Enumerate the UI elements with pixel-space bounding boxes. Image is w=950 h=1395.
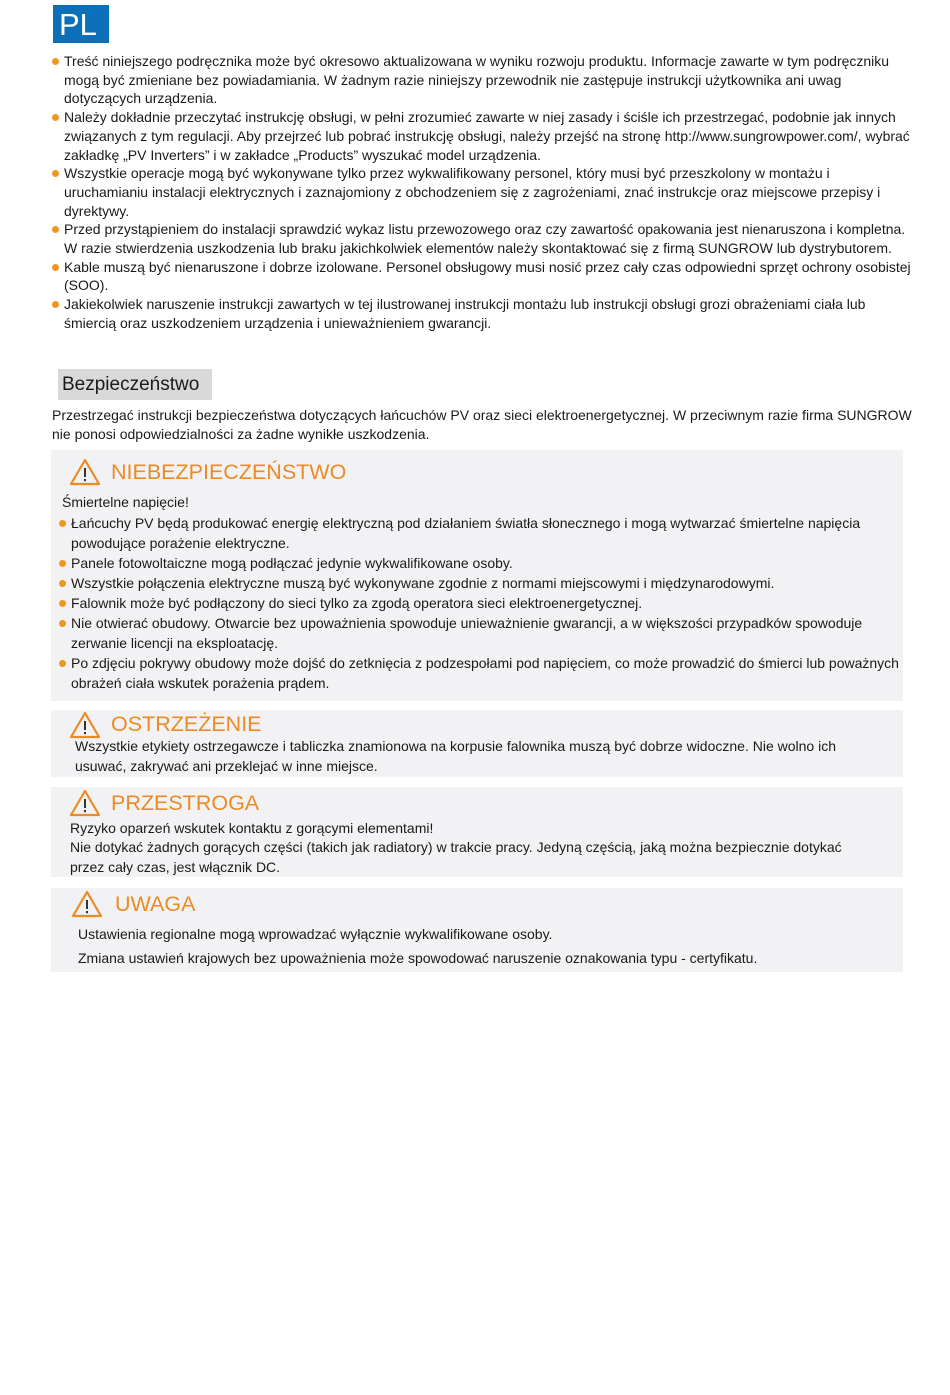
language-badge: PL	[53, 5, 109, 43]
danger-title: NIEBEZPIECZEŃSTWO	[111, 460, 347, 484]
bullet-icon	[59, 520, 66, 527]
safety-intro-text: Przestrzegać instrukcji bezpieczeństwa dotyczących łańcuchów PV oraz sieci elektroenergetycznej. W przeciwnym razie firma SUNGROW nie ponosi odpowiedzialności za żadne wynikłe uszkodzenia.	[52, 407, 912, 442]
list-item: Łańcuchy PV będą produkować energię elektryczną pod działaniem światła słonecznego i mogą wytwarzać śmiertelne napięcia powodujące porażenie elektryczne.	[59, 513, 899, 553]
bullet-icon	[52, 58, 59, 65]
list-item: Po zdjęciu pokrywy obudowy może dojść do zetknięcia z podzespołami pod napięciem, co może prowadzić do śmierci lub poważnych obrażeń ciała wskutek porażenia prądem.	[59, 653, 899, 693]
notice-box	[51, 888, 903, 972]
bullet-icon	[52, 114, 59, 121]
notice-line-2: Zmiana ustawień krajowych bez upoważnienia może spowodować naruszenie oznakowania typu - certyfikatu.	[78, 950, 758, 966]
caution-text: Nie dotykać żadnych gorących części (takich jak radiatory) w trakcie pracy. Jedyną częścią, jaką można bezpiecznie dotykać przez cały czas, jest włącznik DC.	[70, 839, 842, 875]
bullet-icon	[52, 226, 59, 233]
section-heading-safety: Bezpieczeństwo	[58, 369, 212, 400]
bullet-icon	[59, 580, 66, 587]
bullet-icon	[59, 620, 66, 627]
list-item: Panele fotowoltaiczne mogą podłączać jedynie wykwalifikowane osoby.	[59, 553, 899, 573]
list-item: Wszystkie połączenia elektryczne muszą być wykonywane zgodnie z normami miejscowymi i międzynarodowymi.	[59, 573, 899, 593]
caution-title: PRZESTROGA	[111, 791, 260, 815]
notice-title: UWAGA	[115, 892, 196, 916]
intro-list	[52, 52, 912, 333]
warning-triangle-icon	[69, 711, 101, 739]
caution-lead: Ryzyko oparzeń wskutek kontaktu z gorącymi elementami!	[70, 820, 434, 836]
warning-box	[51, 710, 903, 777]
warning-triangle-icon	[69, 458, 101, 486]
list-item: Wszystkie operacje mogą być wykonywane tylko przez wykwalifikowany personel, który musi być przeszkolony w montażu i uruchamianiu instalacji elektrycznych i zaznajomiony z obchodzeniem się z zagrożeniami, znać instrukcje oraz miejscowe przepisy i dyrektywy.	[52, 164, 912, 220]
list-item: Przed przystąpieniem do instalacji sprawdzić wykaz listu przewozowego oraz czy zawartość opakowania jest nienaruszona i kompletna. W razie stwierdzenia uszkodzenia lub braku jakichkolwiek elementów należy skontaktować się z firmą SUNGROW lub dystrybutorem.	[52, 220, 912, 257]
warning-text: Wszystkie etykiety ostrzegawcze i tabliczka znamionowa na korpusie falownika muszą być dobrze widoczne. Nie wolno ich usuwać, zakrywać ani przeklejać w inne miejsce.	[75, 738, 836, 774]
list-item: Treść niniejszego podręcznika może być okresowo aktualizowana w wyniku rozwoju produktu. Informacje zawarte w tym podręczniku mogą być zmieniane bez powiadamiania. W żadnym razie niniejszy przewodnik nie zastępuje instrukcji użytkownika ani uwag dotyczących urządzenia.	[52, 52, 912, 108]
list-item: Należy dokładnie przeczytać instrukcję obsługi, w pełni zrozumieć zawarte w niej zasady i ściśle ich przestrzegać, podobnie jak innych związanych z tym regulacji. Aby przejrzeć lub pobrać instrukcję obsługi, należy przejść na stronę http://www.sungrowpower.com/, wybrać zakładkę „PV Inverters” i w zakładce „Products” wyszukać model urządzenia.	[52, 108, 912, 164]
warning-triangle-icon	[71, 890, 103, 918]
bullet-icon	[52, 301, 59, 308]
bullet-icon	[59, 660, 66, 667]
bullet-icon	[52, 170, 59, 177]
list-item: Nie otwierać obudowy. Otwarcie bez upoważnienia spowoduje unieważnienie gwarancji, a w większości przypadków spowoduje zerwanie licencji na eksploatację.	[59, 613, 899, 653]
bullet-icon	[59, 600, 66, 607]
bullet-icon	[59, 560, 66, 567]
warning-title: OSTRZEŻENIE	[111, 712, 262, 736]
bullet-icon	[52, 264, 59, 271]
caution-box	[51, 787, 903, 877]
danger-box	[51, 450, 903, 701]
warning-triangle-icon	[69, 789, 101, 817]
list-item: Jakiekolwiek naruszenie instrukcji zawartych w tej ilustrowanej instrukcji montażu lub instrukcji obsługi grozi obrażeniami ciała lub śmiercią oraz uszkodzeniem urządzenia i unieważnieniem gwarancji.	[52, 295, 912, 332]
list-item: Falownik może być podłączony do sieci tylko za zgodą operatora sieci elektroenergetycznej.	[59, 593, 899, 613]
notice-line-1: Ustawienia regionalne mogą wprowadzać wyłącznie wykwalifikowane osoby.	[78, 926, 553, 942]
danger-lead: Śmiertelne napięcie!	[62, 494, 189, 510]
list-item: Kable muszą być nienaruszone i dobrze izolowane. Personel obsługowy musi nosić przez cały czas odpowiedni sprzęt ochrony osobistej (SOO).	[52, 258, 912, 295]
danger-list	[59, 513, 899, 693]
